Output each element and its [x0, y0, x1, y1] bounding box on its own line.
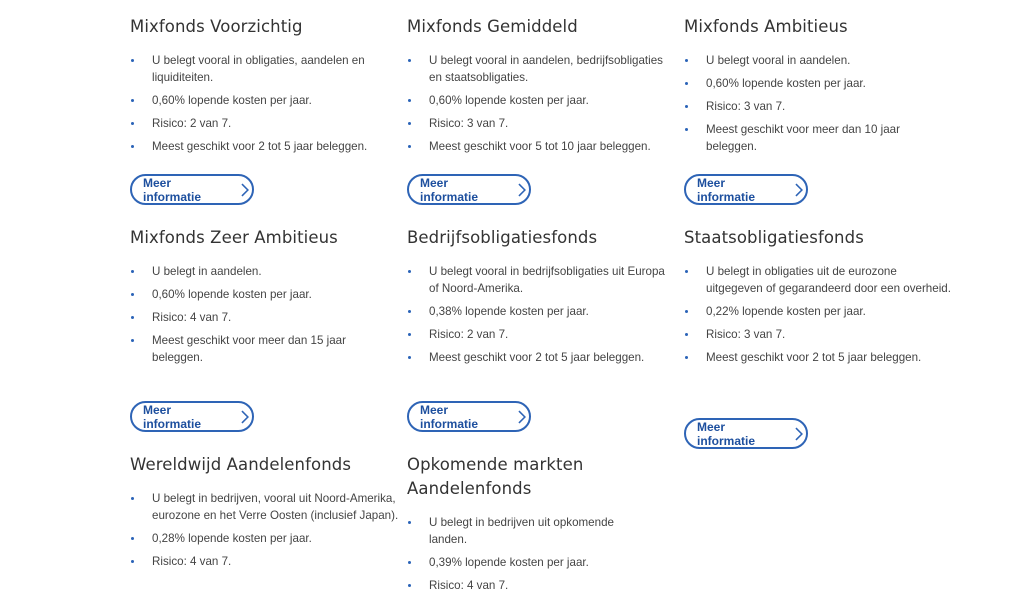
more-info-label: Meer informatie: [420, 175, 479, 204]
fund-card: [407, 226, 677, 372]
more-info-button[interactable]: [130, 401, 254, 432]
more-info-button[interactable]: [407, 401, 531, 432]
fund-bullets: [407, 263, 677, 366]
more-info-button[interactable]: [407, 174, 531, 205]
fund-card: [407, 15, 677, 161]
fund-bullets: [130, 52, 400, 155]
bullet: U belegt vooral in aandelen.: [684, 52, 954, 69]
bullet: Meest geschikt voor 2 tot 5 jaar beleggen.: [130, 138, 400, 155]
fund-card: [407, 453, 637, 600]
fund-card: [684, 226, 954, 372]
bullet: Risico: 4 van 7.: [130, 553, 400, 570]
bullet: Risico: 3 van 7.: [407, 115, 677, 132]
fund-title: Mixfonds Voorzichtig: [130, 17, 303, 36]
fund-card: [684, 15, 954, 161]
fund-bullets: [407, 52, 677, 155]
fund-bullets: [684, 52, 954, 155]
bullet: Meest geschikt voor 2 tot 5 jaar beleggen.: [684, 349, 954, 366]
bullet: U belegt in bedrijven, vooral uit Noord-Amerika, eurozone en het Verre Oosten (inclusief Japan).: [130, 490, 400, 524]
chevron-right-icon: [515, 182, 529, 198]
bullet: Risico: 3 van 7.: [684, 326, 954, 343]
more-info-label: Meer informatie: [697, 419, 756, 448]
fund-bullets: [407, 514, 637, 594]
bullet: 0,60% lopende kosten per jaar.: [684, 75, 954, 92]
chevron-right-icon: [238, 409, 252, 425]
fund-card: [130, 226, 400, 372]
chevron-right-icon: [238, 182, 252, 198]
chevron-right-icon: [515, 409, 529, 425]
bullet: Meest geschikt voor 5 tot 10 jaar beleggen.: [407, 138, 677, 155]
bullet: U belegt vooral in bedrijfsobligaties uit Europa of Noord-Amerika.: [407, 263, 677, 297]
fund-card: [130, 15, 400, 161]
more-info-button[interactable]: [684, 418, 808, 449]
fund-title: Opkomende markten Aandelenfonds: [407, 455, 584, 498]
bullet: U belegt in obligaties uit de eurozone uitgegeven of gegarandeerd door een overheid.: [684, 263, 954, 297]
bullet: Meest geschikt voor 2 tot 5 jaar beleggen.: [407, 349, 677, 366]
bullet: U belegt in aandelen.: [130, 263, 400, 280]
more-info-label: Meer informatie: [420, 402, 479, 431]
fund-title: Mixfonds Ambitieus: [684, 17, 848, 36]
fund-title: Staatsobligatiesfonds: [684, 228, 864, 247]
more-info-label: Meer informatie: [143, 402, 202, 431]
fund-bullets: [130, 263, 400, 366]
bullet: Risico: 2 van 7.: [130, 115, 400, 132]
fund-title: Wereldwijd Aandelenfonds: [130, 455, 352, 474]
fund-bullets: [130, 490, 400, 570]
fund-title: Mixfonds Gemiddeld: [407, 17, 578, 36]
bullet: Risico: 2 van 7.: [407, 326, 677, 343]
bullet: 0,60% lopende kosten per jaar.: [130, 92, 400, 109]
more-info-label: Meer informatie: [143, 175, 202, 204]
fund-title: Bedrijfsobligatiesfonds: [407, 228, 598, 247]
bullet: 0,22% lopende kosten per jaar.: [684, 303, 954, 320]
bullet: 0,60% lopende kosten per jaar.: [130, 286, 400, 303]
more-info-button[interactable]: [130, 174, 254, 205]
bullet: U belegt in bedrijven uit opkomende landen.: [407, 514, 637, 548]
more-info-button[interactable]: [684, 174, 808, 205]
chevron-right-icon: [792, 426, 806, 442]
bullet: Meest geschikt voor meer dan 10 jaar beleggen.: [684, 121, 954, 155]
bullet: Risico: 3 van 7.: [684, 98, 954, 115]
chevron-right-icon: [792, 182, 806, 198]
fund-title: Mixfonds Zeer Ambitieus: [130, 228, 338, 247]
fund-card: [130, 453, 400, 576]
fund-bullets: [684, 263, 954, 366]
bullet: Risico: 4 van 7.: [130, 309, 400, 326]
more-info-label: Meer informatie: [697, 175, 756, 204]
bullet: Risico: 4 van 7.: [407, 577, 637, 594]
bullet: 0,60% lopende kosten per jaar.: [407, 92, 677, 109]
bullet: 0,38% lopende kosten per jaar.: [407, 303, 677, 320]
bullet: U belegt vooral in obligaties, aandelen en liquiditeiten.: [130, 52, 400, 86]
bullet: 0,39% lopende kosten per jaar.: [407, 554, 637, 571]
bullet: 0,28% lopende kosten per jaar.: [130, 530, 400, 547]
bullet: Meest geschikt voor meer dan 15 jaar beleggen.: [130, 332, 400, 366]
bullet: U belegt vooral in aandelen, bedrijfsobligaties en staatsobligaties.: [407, 52, 677, 86]
